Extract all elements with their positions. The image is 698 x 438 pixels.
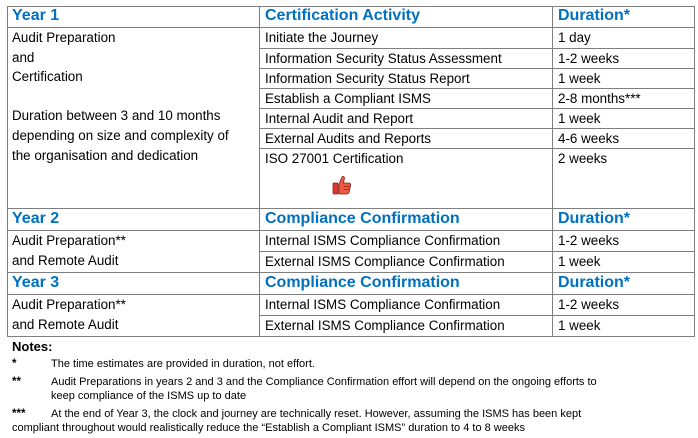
- note-text-line: The time estimates are provided in duration, not effort.: [51, 358, 315, 370]
- year1-duration: 1-2 weeks: [558, 51, 620, 66]
- year3-activity-header: Compliance Confirmation: [265, 274, 460, 291]
- year1-header: Year 1: [12, 7, 60, 24]
- year1-activity: Establish a Compliant ISMS: [265, 91, 431, 106]
- year2-left-line: Audit Preparation**: [12, 233, 126, 248]
- thumbs-up-icon: [331, 174, 353, 196]
- table-border-bottom: [7, 336, 695, 337]
- year2-activity: External ISMS Compliance Confirmation: [265, 254, 505, 269]
- note-marker: *: [12, 358, 17, 370]
- year3-duration: 1-2 weeks: [558, 297, 620, 312]
- year3-header: Year 3: [12, 274, 60, 291]
- table-border-left: [7, 6, 8, 337]
- year3-activity: External ISMS Compliance Confirmation: [265, 318, 505, 333]
- year1-left-line: and: [12, 50, 35, 65]
- year1-duration: 4-6 weeks: [558, 131, 620, 146]
- year2-activity: Internal ISMS Compliance Confirmation: [265, 233, 501, 248]
- year1-activity: Internal Audit and Report: [265, 111, 414, 126]
- year3-activity: Internal ISMS Compliance Confirmation: [265, 297, 501, 312]
- year1-duration-header: Duration*: [558, 7, 630, 24]
- column-divider-2: [552, 6, 553, 337]
- year1-duration: 1 week: [558, 71, 601, 86]
- year3-duration-header: Duration*: [558, 274, 630, 291]
- note-text-line: At the end of Year 3, the clock and journey are technically reset. However, assuming the ISMS has been kept: [51, 408, 582, 420]
- year1-duration: 2-8 months***: [558, 91, 641, 106]
- year1-duration-note-line: Duration between 3 and 10 months: [12, 108, 221, 123]
- note-text-line: keep compliance of the ISMS up to date: [51, 390, 247, 402]
- year2-activity-header: Compliance Confirmation: [265, 210, 460, 227]
- note-marker: **: [12, 376, 21, 388]
- note-text-line: compliant throughout would realistically reduce the “Establish a Compliant ISMS” duration to 4 to 8 weeks: [12, 422, 525, 434]
- year3-left-line: Audit Preparation**: [12, 297, 126, 312]
- year1-duration-note-line: the organisation and dedication: [12, 148, 199, 163]
- year1-duration-note-line: depending on size and complexity of: [12, 128, 229, 143]
- year1-activity: Information Security Status Report: [265, 71, 470, 86]
- year1-left-line: Certification: [12, 69, 83, 84]
- note-text-line: Audit Preparations in years 2 and 3 and the Compliance Confirmation effort will depend on the ongoing efforts to: [51, 376, 597, 388]
- year2-duration: 1-2 weeks: [558, 233, 620, 248]
- year1-left-line: Audit Preparation: [12, 30, 116, 45]
- year3-left-line: and Remote Audit: [12, 317, 119, 332]
- table-border-right: [694, 6, 695, 337]
- year1-activity: Initiate the Journey: [265, 30, 379, 45]
- year1-duration: 2 weeks: [558, 151, 608, 166]
- year2-duration-header: Duration*: [558, 210, 630, 227]
- year1-duration: 1 week: [558, 111, 601, 126]
- column-divider-1: [259, 6, 260, 337]
- year3-duration: 1 week: [558, 318, 601, 333]
- year1-activity: Information Security Status Assessment: [265, 51, 502, 66]
- year2-header: Year 2: [12, 210, 60, 227]
- note-marker: ***: [12, 408, 26, 420]
- year1-activity: ISO 27001 Certification: [265, 151, 404, 166]
- year1-duration: 1 day: [558, 30, 591, 45]
- year2-left-line: and Remote Audit: [12, 253, 119, 268]
- year2-duration: 1 week: [558, 254, 601, 269]
- year1-activity-header: Certification Activity: [265, 7, 420, 24]
- notes-title: Notes:: [12, 339, 53, 354]
- year1-activity: External Audits and Reports: [265, 131, 431, 146]
